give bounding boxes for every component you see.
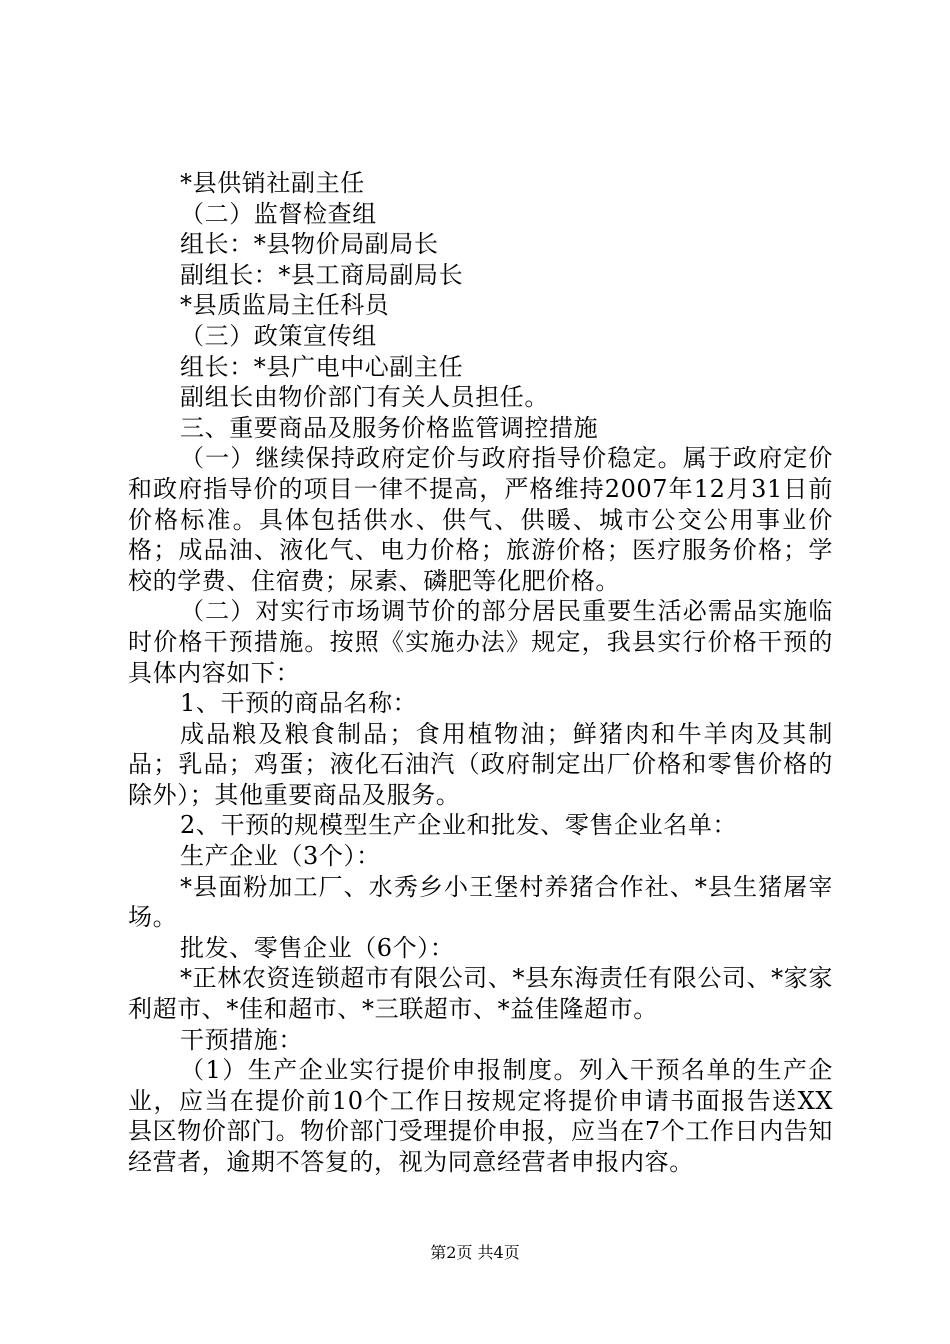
paragraph: 批发、零售企业（6个）： xyxy=(180,933,455,962)
paragraph: （1）生产企业实行提价申报制度。列入干预名单的生产企业，应当在提价前10个工作日按规定将提价申请书面报告送XX县区物价部门。物价部门受理提价申报，应当在7个工作日内告知经营者，逾期不答复的，视为同意经营者申报内容。 xyxy=(128,1056,833,1176)
page-number-footer: 第2页 共4页 xyxy=(430,1243,520,1262)
paragraph: 1、干预的商品名称： xyxy=(180,689,418,718)
paragraph: （三）政策宣传组 xyxy=(180,321,377,350)
paragraph: *县面粉加工厂、水秀乡小王堡村养猪合作社、*县生猪屠宰场。 xyxy=(128,872,833,932)
paragraph: （一）继续保持政府定价与政府指导价稳定。属于政府定价和政府指导价的项目一律不提高，严格维持2007年12月31日前价格标准。具体包括供水、供气、供暖、城市公交公用事业价格；成品油、液化气、电力价格；旅游价格；医疗服务价格；学校的学费、住宿费；尿素、磷肥等化肥价格。 xyxy=(128,444,833,595)
paragraph: 组长：*县物价局副局长 xyxy=(180,230,439,259)
paragraph: 成品粮及粮食制品；食用植物油；鲜猪肉和牛羊肉及其制品；乳品；鸡蛋；液化石油汽（政府制定出厂价格和零售价格的除外）；其他重要商品及服务。 xyxy=(128,719,833,809)
paragraph: 组长：*县广电中心副主任 xyxy=(180,352,464,381)
paragraph: *正林农资连锁超市有限公司、*县东海责任有限公司、*家家利超市、*佳和超市、*三联超市、*益佳隆超市。 xyxy=(128,964,833,1024)
paragraph: 干预措施： xyxy=(180,1025,303,1054)
section-heading: 三、重要商品及服务价格监管调控措施 xyxy=(180,413,599,442)
paragraph: 生产企业（3个）： xyxy=(180,842,381,871)
document-body xyxy=(128,168,833,1178)
paragraph: *县质监局主任科员 xyxy=(180,291,390,320)
paragraph: *县供销社副主任 xyxy=(180,169,365,197)
paragraph: （二）对实行市场调节价的部分居民重要生活必需品实施临时价格干预措施。按照《实施办法》规定，我县实行价格干预的具体内容如下： xyxy=(128,597,833,687)
paragraph: 副组长由物价部门有关人员担任。 xyxy=(180,383,549,412)
paragraph: （二）监督检查组 xyxy=(180,199,377,228)
paragraph: 副组长：*县工商局副局长 xyxy=(180,260,464,289)
paragraph: 2、干预的规模型生产企业和批发、零售企业名单： xyxy=(180,811,738,840)
